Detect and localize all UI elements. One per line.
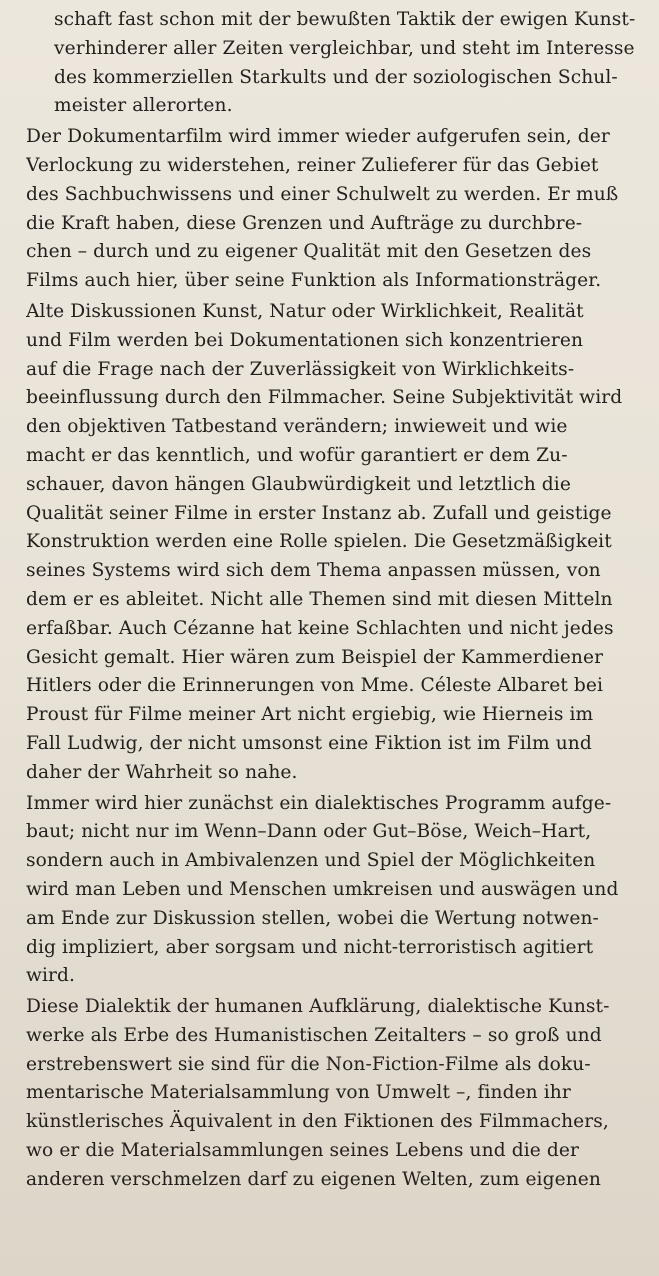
text-line: den objektiven Tatbestand verändern; inwieweit und wie (26, 416, 568, 438)
text-line: chen – durch und zu eigener Qualität mit den Gesetzen des (26, 241, 592, 263)
text-line: Alte Diskussionen Kunst, Natur oder Wirklichkeit, Realität (26, 300, 584, 322)
text-line: sondern auch in Ambivalenzen und Spiel der Möglichkeiten (26, 850, 596, 872)
paragraph-4 (26, 790, 643, 992)
text-line: baut; nicht nur im Wenn–Dann oder Gut–Böse, Weich–Hart, (26, 821, 592, 843)
text-line: wird. (26, 965, 76, 987)
text-line: schaft fast schon mit der bewußten Taktik der ewigen Kunst- (54, 9, 636, 30)
text-line: werke als Erbe des Humanistischen Zeitalters – so groß und (26, 1024, 602, 1046)
text-line: Qualität seiner Filme in erster Instanz ab. Zufall und geistige (26, 502, 612, 524)
text-line: und Film werden bei Dokumentationen sich konzentrieren (26, 329, 584, 351)
text-line: mentarische Materialsammlung von Umwelt –, finden ihr (26, 1082, 571, 1104)
text-line: am Ende zur Diskussion stellen, wobei die Wertung notwen- (26, 907, 599, 929)
text-line: Konstruktion werden eine Rolle spielen. Die Gesetzmäßigkeit (26, 531, 612, 553)
text-line: auf die Frage nach der Zuverlässigkeit von Wirklichkeits- (26, 358, 575, 380)
text-line: verhinderer aller Zeiten vergleichbar, und steht im Interesse (54, 37, 635, 59)
text-line: des Sachbuchwissens und einer Schulwelt zu werden. Er muß (26, 183, 619, 205)
text-line: Diese Dialektik der humanen Aufklärung, dialektische Kunst- (26, 996, 610, 1018)
text-line: Immer wird hier zunächst ein dialektisches Programm aufge- (26, 792, 612, 814)
paragraph-3 (26, 298, 643, 788)
text-line: des kommerziellen Starkults und der soziologischen Schul- (54, 66, 618, 88)
text-line: erfaßbar. Auch Cézanne hat keine Schlachten und nicht jedes (26, 617, 614, 639)
text-line: dem er es ableitet. Nicht alle Themen sind mit diesen Mitteln (26, 588, 613, 610)
text-line: meister allerorten. (54, 95, 233, 117)
text-line: schauer, davon hängen Glaubwürdigkeit und letztlich die (26, 473, 571, 495)
text-line: künstlerisches Äquivalent in den Fiktionen des Filmmachers, (26, 1111, 609, 1133)
text-line: die Kraft haben, diese Grenzen und Aufträge zu durchbre- (26, 212, 583, 234)
text-line: erstrebenswert sie sind für die Non-Fiction-Filme als doku- (26, 1053, 591, 1075)
text-line: macht er das kenntlich, und wofür garantiert er dem Zu- (26, 444, 568, 466)
text-line: wo er die Materialsammlungen seines Lebens und die der (26, 1140, 579, 1162)
paragraph-5 (26, 993, 643, 1195)
paragraph-2 (26, 123, 643, 296)
text-line: Der Dokumentarfilm wird immer wieder aufgerufen sein, der (26, 126, 610, 148)
text-line: Gesicht gemalt. Hier wären zum Beispiel der Kammerdiener (26, 646, 604, 668)
text-line: anderen verschmelzen darf zu eigenen Welten, zum eigenen (26, 1168, 601, 1190)
text-line: seines Systems wird sich dem Thema anpassen müssen, von (26, 560, 601, 582)
text-line: dig impliziert, aber sorgsam und nicht-terroristisch agitiert (26, 936, 594, 958)
text-line: wird man Leben und Menschen umkreisen und auswägen und (26, 878, 619, 900)
text-line: Proust für Filme meiner Art nicht ergiebig, wie Hierneis im (26, 704, 594, 726)
text-line: Hitlers oder die Erinnerungen von Mme. Céleste Albaret bei (26, 675, 604, 697)
text-line: Films auch hier, über seine Funktion als Informationsträger. (26, 270, 602, 292)
text-line: beeinflussung durch den Filmmacher. Seine Subjektivität wird (26, 387, 623, 409)
paragraph-1 (26, 6, 643, 121)
text-line: daher der Wahrheit so nahe. (26, 761, 298, 783)
text-line: Verlockung zu widerstehen, reiner Zulieferer für das Gebiet (26, 154, 599, 176)
text-line: Fall Ludwig, der nicht umsonst eine Fiktion ist im Film und (26, 732, 592, 754)
